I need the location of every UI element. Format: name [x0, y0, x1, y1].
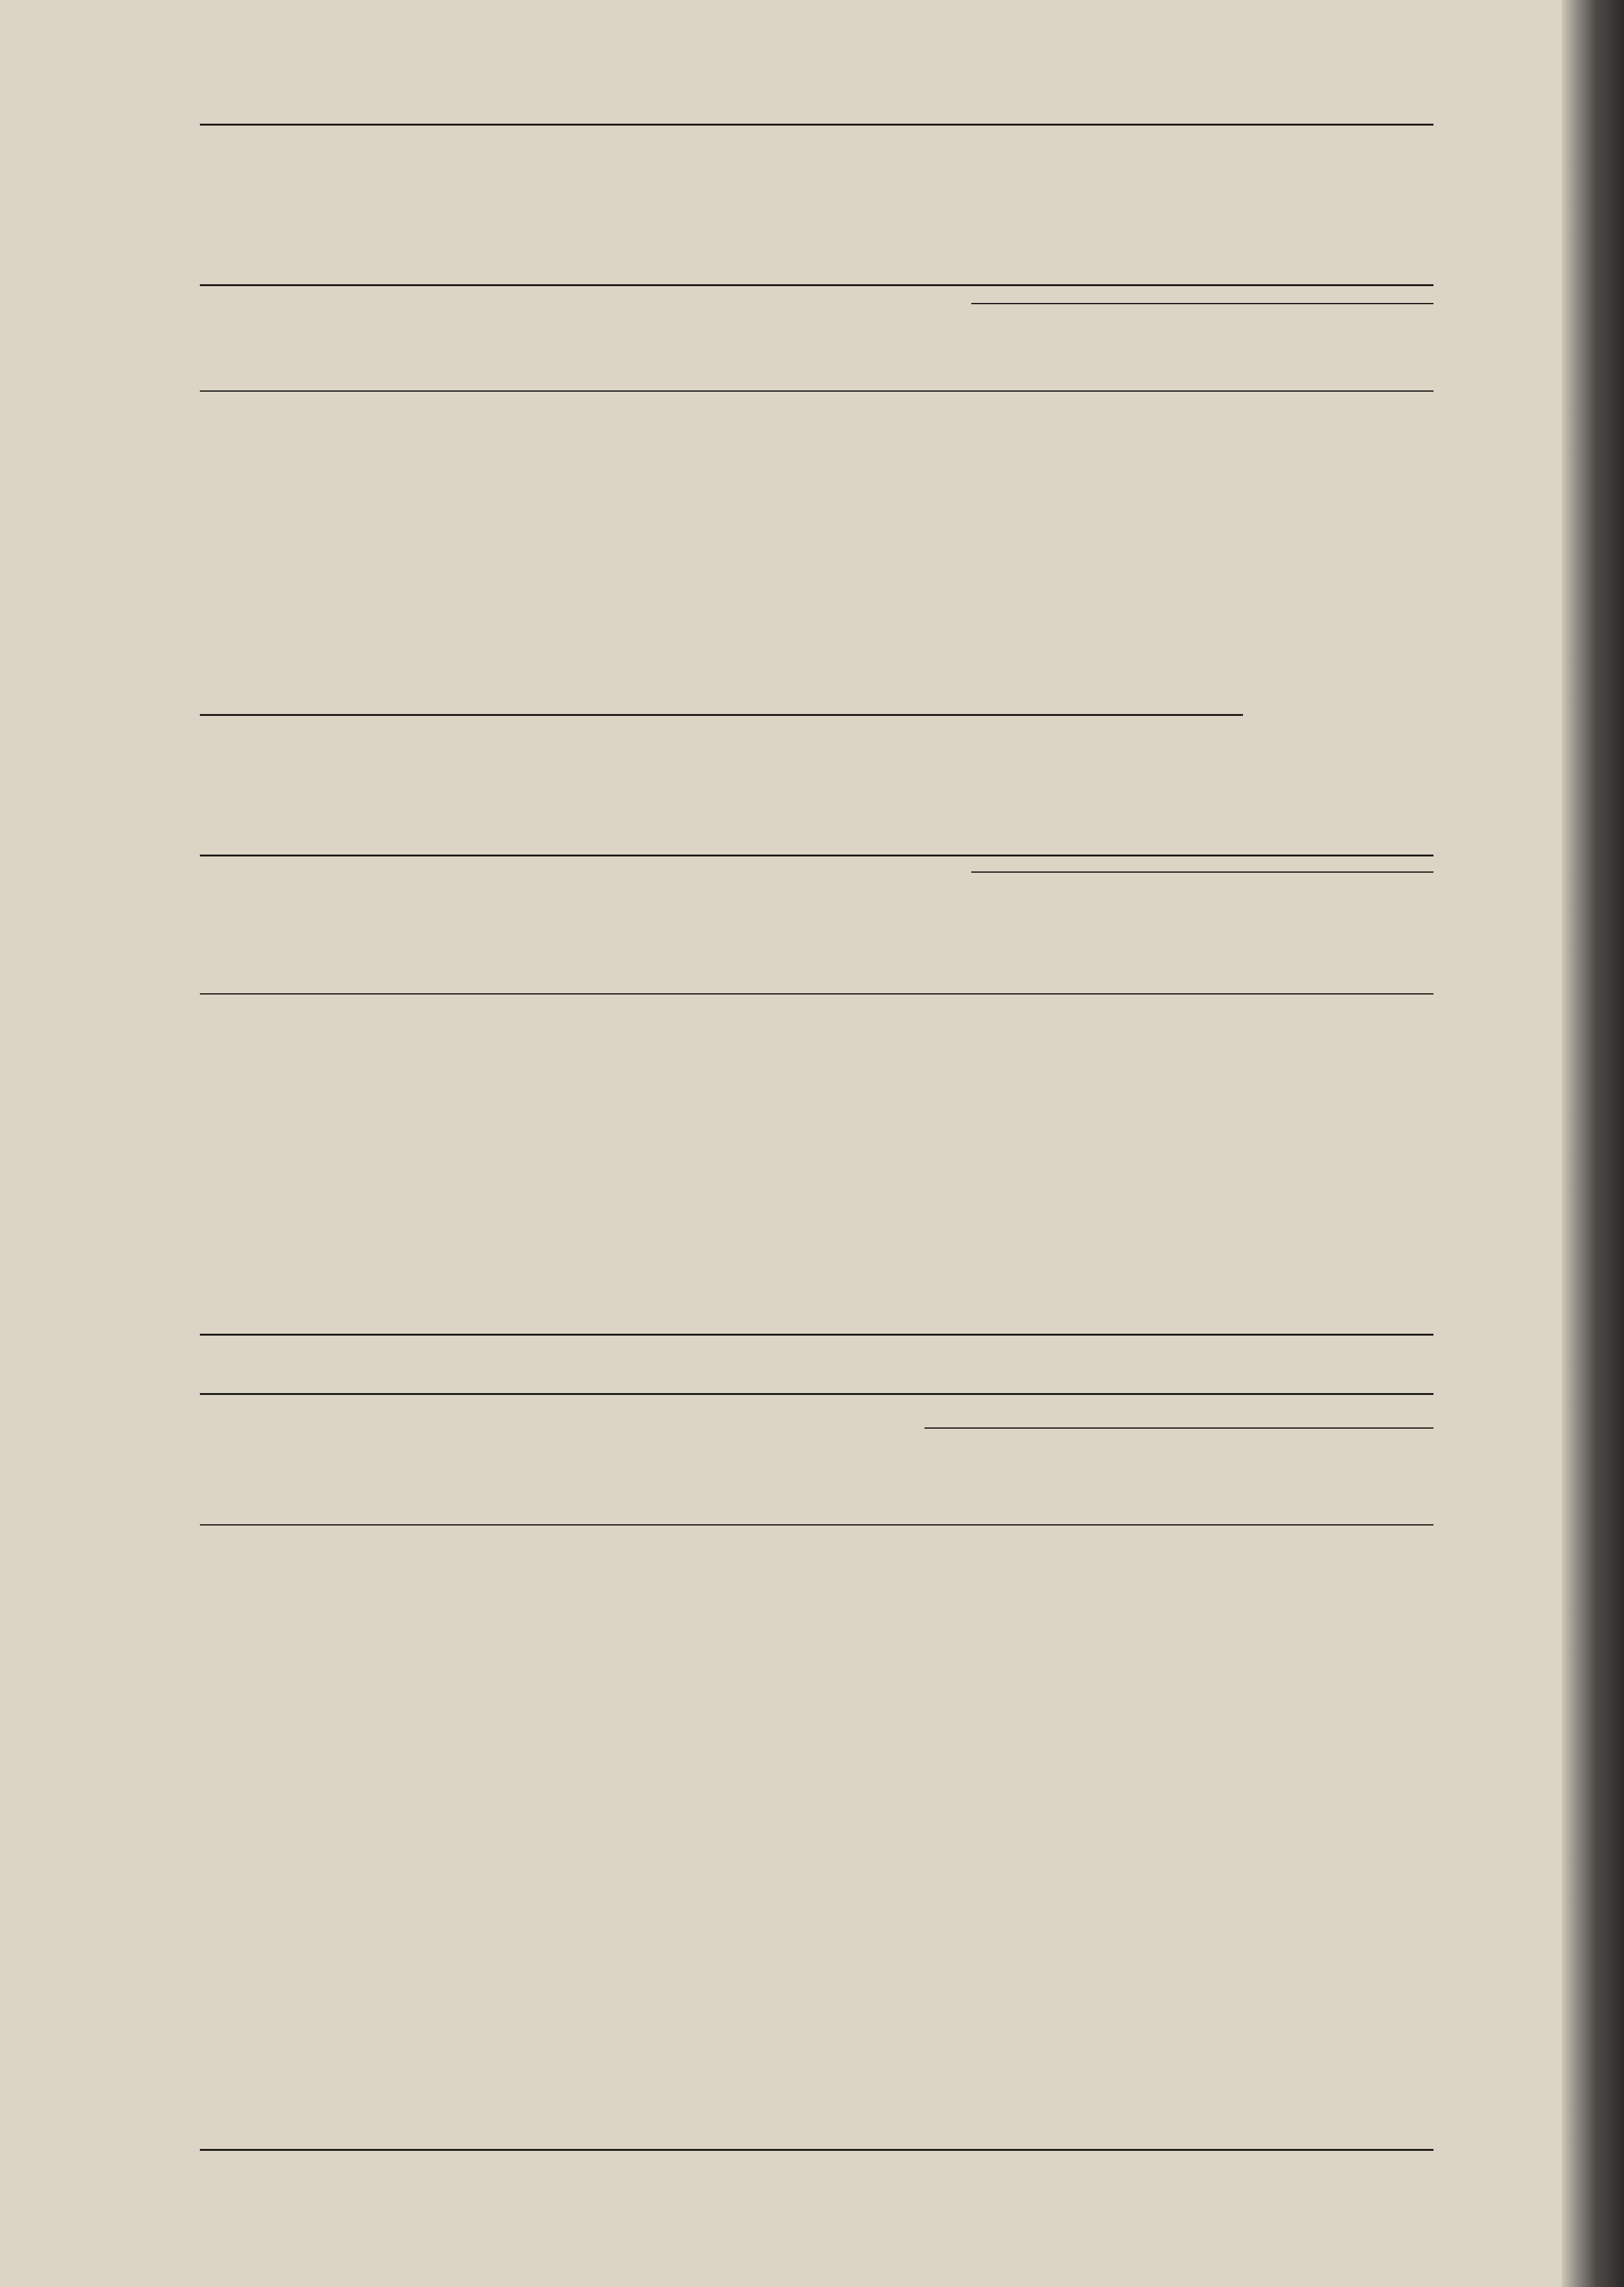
- header-rule: [200, 124, 1433, 126]
- section2-header-rule: [200, 993, 1433, 995]
- section2-month-rule: [971, 871, 1433, 873]
- section3-month-rule: [924, 1427, 1433, 1429]
- section1-top-rule: [200, 284, 1433, 286]
- section1-header-rule: [200, 390, 1433, 392]
- section3-top-rule: [200, 1393, 1433, 1395]
- section2-top-rule: [200, 855, 1433, 856]
- section3-header-rule: [200, 1524, 1433, 1525]
- book-binding-edge: [1562, 0, 1624, 2287]
- section3-bottom-rule: [200, 2149, 1433, 2151]
- section2-bottom-rule: [200, 1334, 1433, 1336]
- section1-bottom-rule: [200, 714, 1243, 716]
- section1-month-rule: [971, 303, 1433, 304]
